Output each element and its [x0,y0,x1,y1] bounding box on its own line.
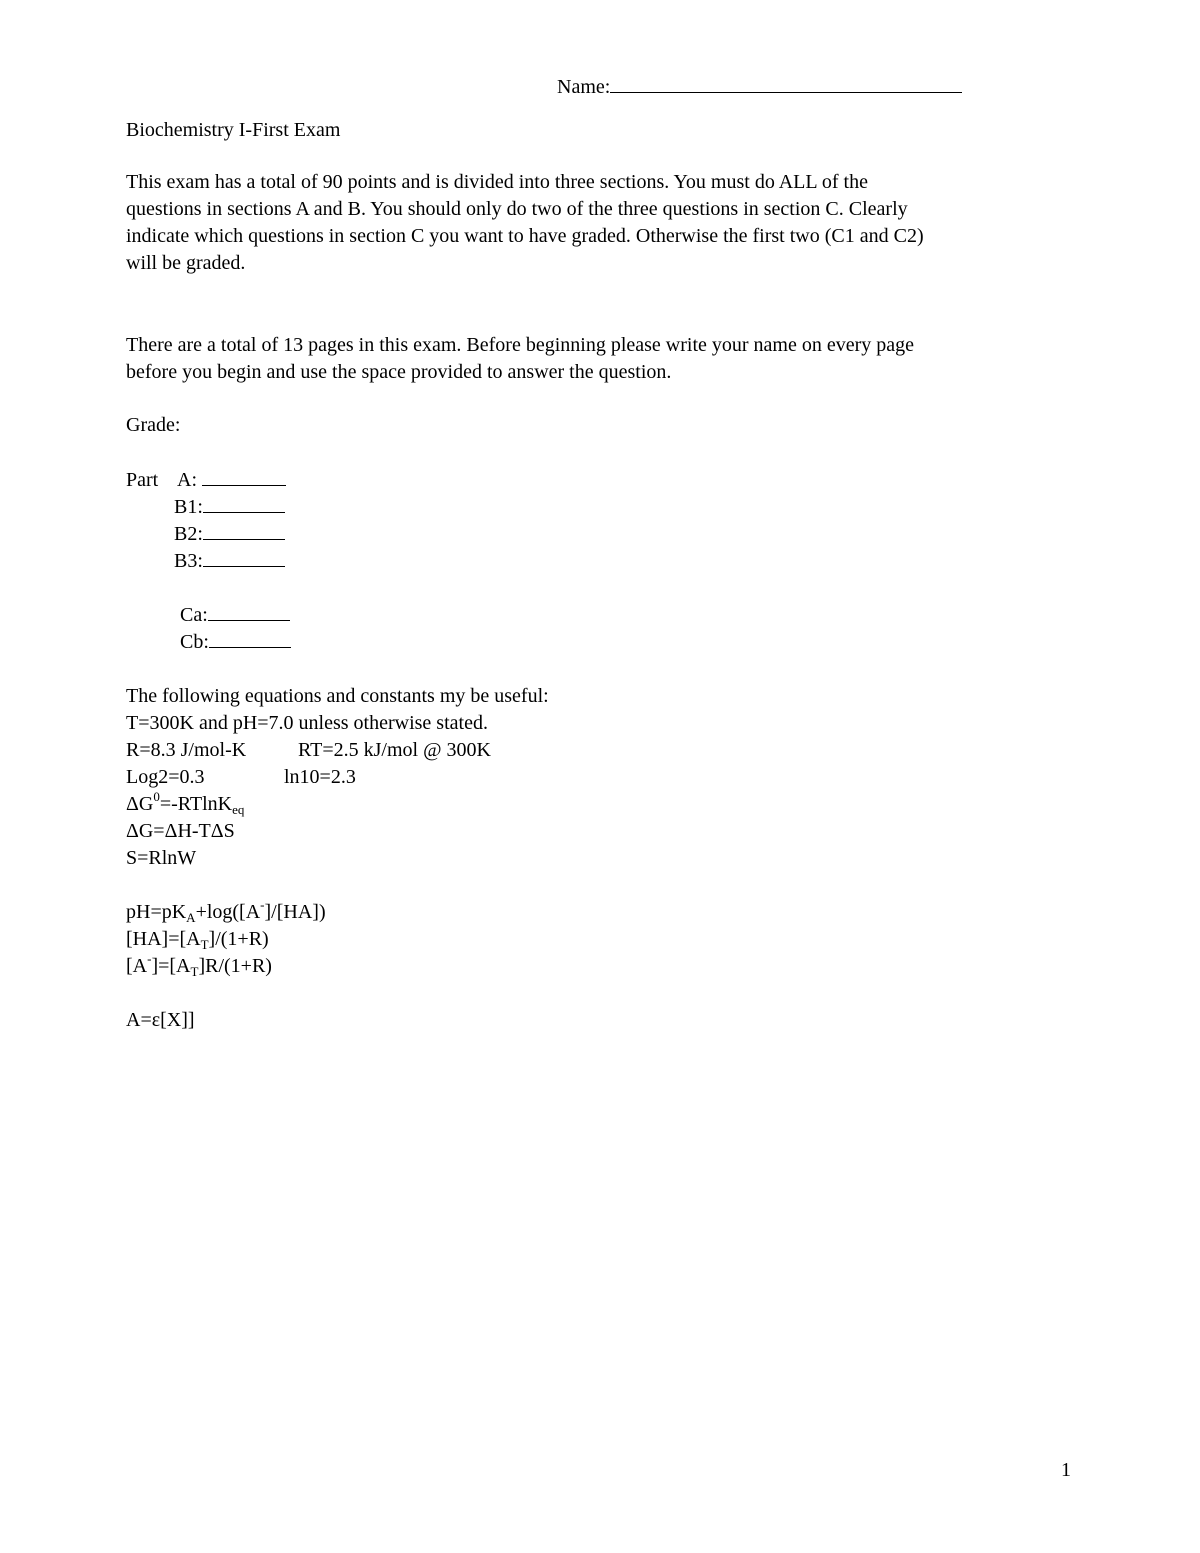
part-label: Part [126,469,159,491]
name-blank-line [610,75,962,93]
grade-blank-b2 [203,522,285,540]
grade-row-b3: B3: [174,548,285,575]
page-number: 1 [1061,1459,1071,1481]
gibbs-equation: ΔG=ΔH-TΔS [126,820,235,842]
grade-blank-b1 [203,495,285,513]
equations-intro: The following equations and constants my be useful: [126,685,549,707]
instructions-paragraph: This exam has a total of 90 points and is divided into three sections. You must do ALL of the questions in sections A and B. You should only do two of the three questions in section C. Clearly indicate which questions in section C you want to have graded. Otherwise the first two (C1 and C2) will be graded. [126,171,924,274]
log2-constant: Log2=0.3 [126,766,205,788]
gas-constant: R=8.3 J/mol-K [126,739,247,761]
exam-title: Biochemistry I-First Exam [126,119,341,141]
grade-row-ca: Ca: [180,602,290,629]
beer-lambert-equation: A=ε[X]] [126,1009,195,1031]
henderson-hasselbalch-equation: $pH=pK_A+\log([A^-]/[HA])$ [126,897,326,925]
grade-blank-b3 [203,549,285,567]
a-minus-concentration-equation: $[A^-]=[A_T]R/(1+R)$ [126,951,272,979]
grade-label: Grade: [126,414,181,436]
grade-blank-a [202,468,286,486]
conditions-line: T=300K and pH=7.0 unless otherwise stated. [126,712,488,734]
grade-row-b1: B1: [174,494,285,521]
grade-row-b2: B2: [174,521,285,548]
name-label: Name: [557,76,611,98]
grade-row-cb: Cb: [180,629,291,656]
rt-constant: RT=2.5 kJ/mol @ 300K [298,739,491,761]
grade-row-a: A: [177,467,286,494]
grade-blank-ca [208,603,290,621]
entropy-equation: S=RlnW [126,847,197,869]
pages-note-paragraph: There are a total of 13 pages in this exam. Before beginning please write your name on every page before you begin and use the space provided to answer the question. [126,334,915,383]
ln10-constant: ln10=2.3 [284,766,356,788]
grade-blank-cb [209,630,291,648]
ha-concentration-equation: $[HA]=[A_T]/(1+R)$ [126,928,269,952]
standard-free-energy-equation: $\Delta G^0=-RTlnK_{eq}$ [126,789,245,817]
name-field [557,74,962,101]
